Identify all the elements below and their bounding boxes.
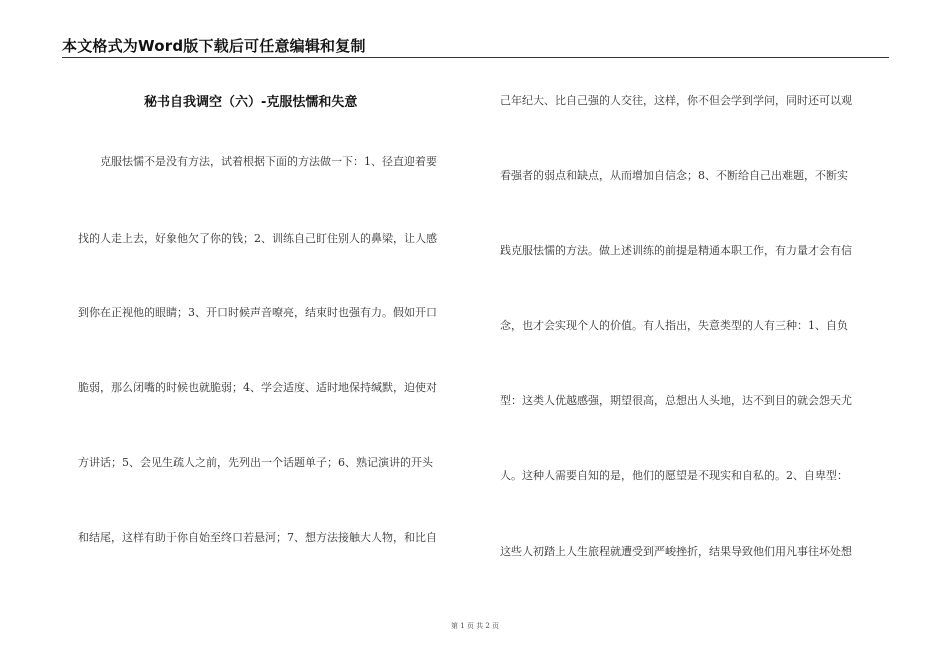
left-column-line-1: 克服怯懦不是没有方法，试着根据下面的方法做一下：1、径直迎着要 — [100, 155, 437, 168]
right-column-line-6: 人。这种人需要自知的是，他们的愿望是不现实和自私的。2、自卑型： — [500, 469, 848, 482]
left-column-line-6: 和结尾，这样有助于你自始至终口若悬河；7、想方法接触大人物，和比自 — [78, 531, 437, 544]
right-column-line-2: 看强者的弱点和缺点，从而增加自信念；8、不断给自己出难题，不断实 — [500, 169, 848, 182]
left-column-line-3: 到你在正视他的眼睛；3、开口时候声音嘹亮，结束时也强有力。假如开口 — [78, 306, 437, 319]
left-column-line-2: 找的人走上去，好象他欠了你的钱；2、训练自己盯住别人的鼻梁，让人感 — [78, 232, 437, 245]
right-column-line-4: 念，也才会实现个人的价值。有人指出，失意类型的人有三种：1、自负 — [500, 319, 848, 332]
left-column-line-4: 脆弱，那么闭嘴的时候也就脆弱；4、学会适度、适时地保持缄默，迫使对 — [78, 381, 437, 394]
right-column-line-3: 践克服怯懦的方法。做上述训练的前提是精通本职工作，有力量才会有信 — [500, 244, 852, 257]
document-header-banner: 本文格式为Word版下载后可任意编辑和复制 — [62, 37, 366, 55]
page-number-footer: 第 1 页 共 2 页 — [450, 622, 500, 630]
right-column-line-5: 型：这类人优越感强，期望很高，总想出人头地，达不到目的就会怨天尤 — [500, 394, 852, 407]
header-divider — [62, 57, 889, 58]
right-column-line-7: 这些人初踏上人生旅程就遭受到严峻挫折，结果导致他们用凡事往坏处想 — [500, 545, 852, 558]
left-column-line-5: 方讲话；5、会见生疏人之前，先列出一个话题单子；6、熟记演讲的开头 — [78, 456, 433, 469]
right-column-line-1: 己年纪大、比自己强的人交往，这样，你不但会学到学问，同时还可以观 — [500, 94, 852, 107]
document-title: 秘书自我调空（六）-克服怯懦和失意 — [144, 95, 358, 110]
